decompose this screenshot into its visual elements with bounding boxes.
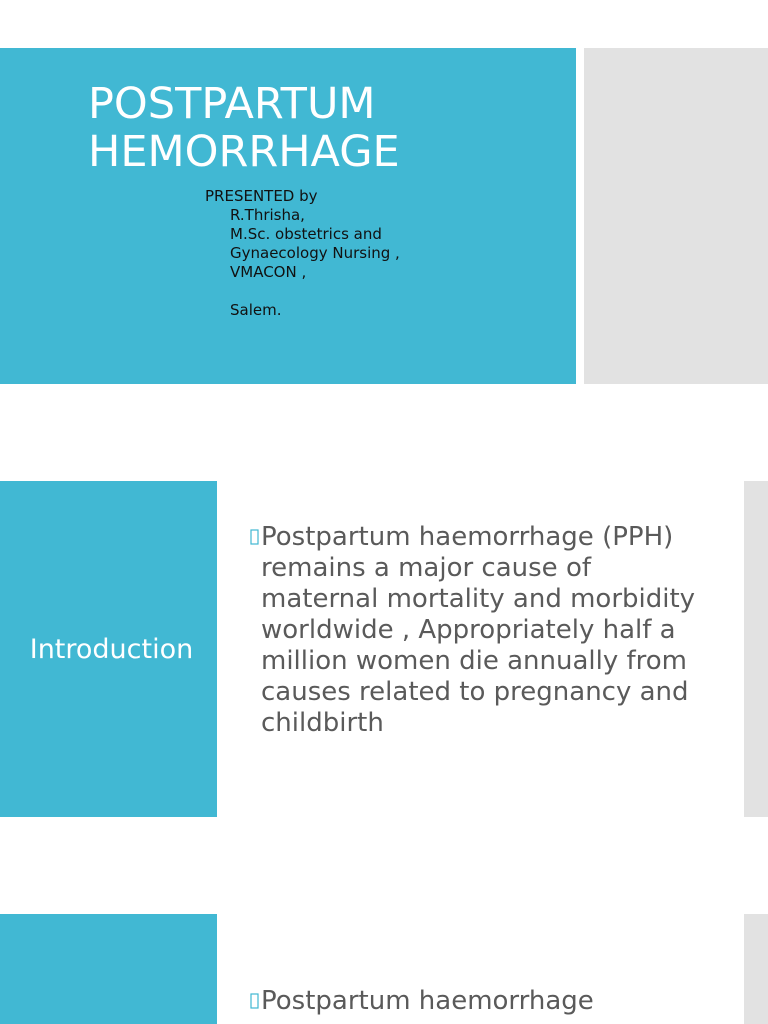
presenter-degree: M.Sc. obstetrics and (230, 225, 382, 243)
presenter-city: Salem. (230, 301, 282, 319)
next-slide-bullet-text: Postpartum haemorrhage (261, 986, 594, 1016)
presenter-specialty: Gynaecology Nursing , (230, 244, 400, 262)
presenter-block (205, 187, 400, 320)
next-slide-bullet (249, 986, 709, 1017)
next-slide-side-panel (744, 914, 768, 1024)
bullet-box-icon (249, 992, 261, 1012)
presented-by-label: PRESENTED by (205, 187, 318, 205)
bullet-box-icon (249, 528, 261, 548)
slide-title (88, 80, 400, 176)
presenter-spacer (205, 282, 400, 301)
next-slide-label-panel (0, 914, 217, 1024)
intro-section-label: Introduction (29, 633, 194, 665)
title-slide-side-panel (584, 48, 768, 384)
presenter-college: VMACON , (230, 263, 307, 281)
presenter-name: R.Thrisha, (230, 206, 305, 224)
slide-title-line1: POSTPARTUM (88, 79, 376, 129)
intro-bullet-text: Postpartum haemorrhage (PPH) remains a major cause of maternal mortality and morbidity worldwide , Appropriately half a million women die annually from causes related to pregnancy and childbirth (261, 522, 696, 738)
slide-title-line2: HEMORRHAGE (88, 127, 400, 177)
intro-side-panel (744, 481, 768, 817)
intro-bullet (249, 522, 709, 739)
